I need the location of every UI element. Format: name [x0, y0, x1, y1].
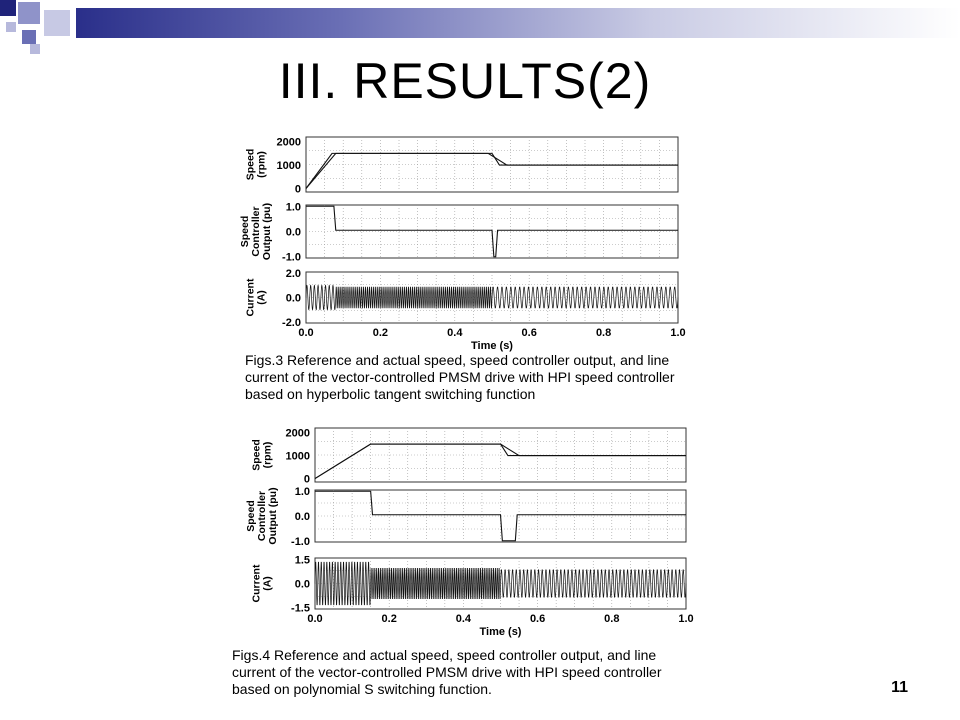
logo-square-5: [22, 30, 36, 44]
y-tick-label: 2000: [285, 427, 310, 440]
figure-3-caption: Figs.3 Reference and actual speed, speed controller output, and line current of the vector-controlled PMSM drive with HPI speed controller based on hyperbolic tangent switching function: [245, 352, 675, 402]
x-axis-label: Time (s): [471, 340, 513, 352]
x-tick-label: 0.6: [521, 327, 537, 339]
y-axis-label: SpeedControllerOutput (pu): [245, 487, 279, 545]
logo-square-1: [0, 0, 16, 16]
x-tick-label: 0.8: [604, 613, 620, 625]
slide-title: III. RESULTS(2): [278, 53, 652, 109]
title-accent-bar: [76, 8, 960, 38]
y-tick-label: 0.0: [294, 578, 310, 591]
y-tick-label: 1.0: [285, 201, 301, 214]
logo-square-3: [44, 10, 70, 36]
x-tick-label: 0.4: [455, 613, 472, 625]
x-tick-label: 0.2: [372, 327, 389, 339]
x-tick-label: 0.0: [307, 613, 323, 625]
y-tick-label: 0.0: [285, 226, 301, 239]
y-tick-label: 1.0: [294, 486, 310, 499]
y-tick-label: 1000: [276, 160, 301, 173]
figure-3-chart: [235, 125, 695, 352]
x-tick-label: 0.4: [447, 327, 463, 339]
y-tick-label: -1.0: [291, 535, 310, 548]
x-tick-label: 1.0: [670, 327, 686, 339]
y-tick-label: 2.0: [285, 268, 301, 281]
logo-square-2: [18, 2, 40, 24]
figure-4-caption: Figs.4 Reference and actual speed, speed controller output, and line current of the vector-controlled PMSM drive with HPI speed controller based on polynomial S switching function.: [232, 647, 662, 697]
x-tick-label: 0.2: [381, 613, 397, 625]
y-tick-label: 0: [303, 473, 310, 486]
page-number: 11: [891, 679, 908, 696]
x-tick-label: 0.0: [298, 327, 314, 339]
y-tick-label: 1.5: [294, 554, 310, 567]
x-tick-label: 1.0: [678, 613, 694, 625]
y-axis-label: Current(A): [244, 278, 268, 317]
y-tick-label: -1.0: [282, 251, 301, 264]
y-tick-label: -1.5: [291, 602, 310, 615]
x-tick-label: 0.6: [529, 613, 546, 625]
y-tick-label: 2000: [276, 136, 301, 149]
x-tick-label: 0.8: [595, 327, 612, 339]
x-axis-label: Time (s): [479, 626, 522, 638]
y-tick-label: 0.0: [294, 511, 310, 523]
y-axis-label: Speed(rpm): [244, 148, 268, 181]
y-tick-label: -2.0: [282, 316, 301, 329]
logo-square-4: [6, 22, 16, 32]
y-axis-label: Speed(rpm): [250, 439, 274, 471]
y-tick-label: 1000: [285, 450, 310, 463]
y-axis-label: Current(A): [250, 564, 274, 603]
y-tick-label: 0.0: [285, 292, 301, 305]
y-tick-label: 0: [294, 183, 301, 196]
y-axis-label: SpeedControllerOutput (pu): [239, 202, 273, 261]
figure-4-chart: [235, 420, 705, 645]
